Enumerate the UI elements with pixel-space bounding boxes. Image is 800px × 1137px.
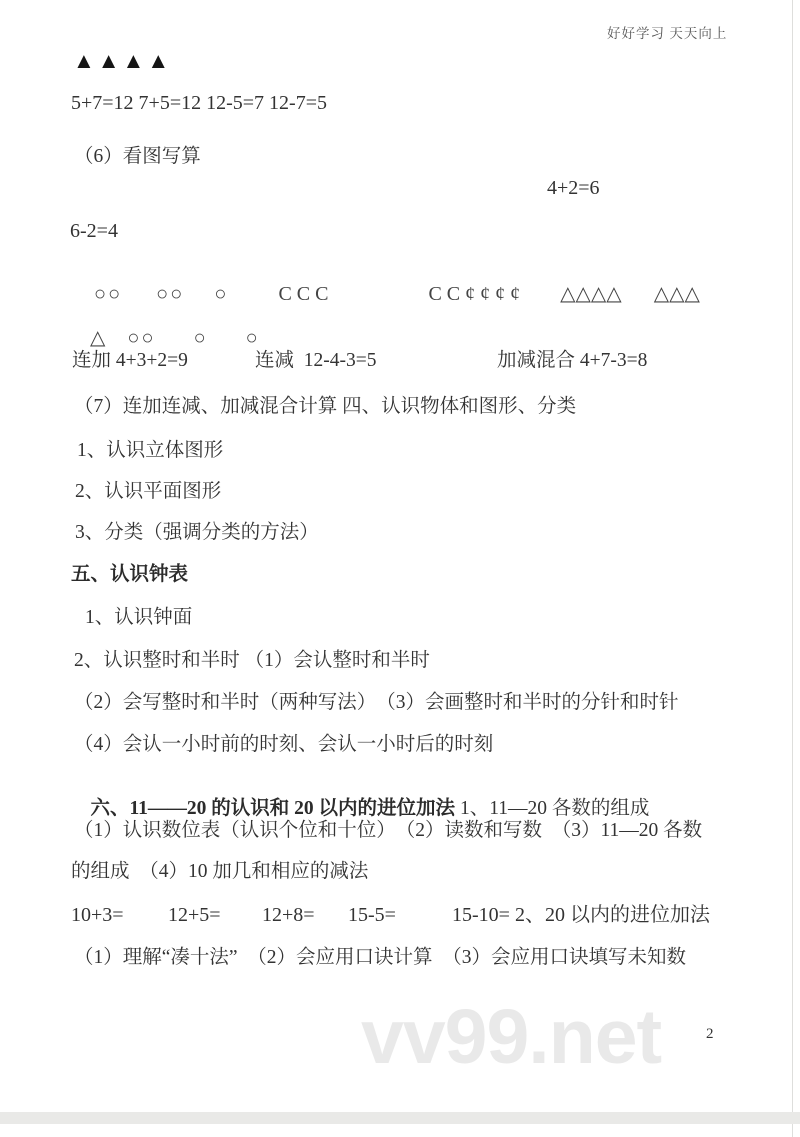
decorative-triangles: ▲▲▲▲ xyxy=(73,48,173,73)
practice-4: 15-5= xyxy=(348,904,396,926)
cent-sign-group: C C ¢ ¢ ¢ ¢ xyxy=(428,283,521,305)
practice-5: 15-10= 2、20 以内的进位加法 xyxy=(452,904,710,926)
circle-single: ○ xyxy=(214,283,227,305)
circle-group-2: ○○ xyxy=(156,283,185,305)
list-item-1: 1、认识立体图形 xyxy=(77,440,224,461)
section6-line-2: 的组成 （4）10 加几和相应的减法 xyxy=(71,861,369,882)
letter-c-group: C C C xyxy=(278,283,329,305)
item7-heading: （7）连加连减、加减混合计算 四、认识物体和图形、分类 xyxy=(74,396,577,417)
answer-right: 4+2=6 xyxy=(547,177,600,199)
item6-heading: （6）看图写算 xyxy=(74,146,201,167)
list-item-2: 2、认识平面图形 xyxy=(75,481,222,502)
section5-title: 五、认识钟表 xyxy=(71,564,189,585)
calc-line: 5+7=12 7+5=12 12-5=7 12-7=5 xyxy=(71,92,327,114)
lianjian-calc: 连减 12-4-3=5 xyxy=(255,350,377,371)
section5-item-2: 2、认识整时和半时 （1）会认整时和半时 xyxy=(74,650,430,671)
section6-line-4: （1）理解“凑十法” （2）会应用口诀计算 （3）会应用口诀填写未知数 xyxy=(74,947,687,968)
lianjia-calc: 连加 4+3+2=9 xyxy=(72,350,188,371)
section5-item-2c: （4）会认一小时前的时刻、会认一小时后的时刻 xyxy=(74,734,494,755)
header-motto: 好好学习 天天向上 xyxy=(607,26,728,41)
section6-line-1: （1）认识数位表（认识个位和十位） （2）读数和写数 （3）11—20 各数 xyxy=(74,820,703,841)
practice-1: 10+3= xyxy=(71,904,124,926)
circle-group-1: ○○ xyxy=(94,283,123,305)
section5-item-2b: （2）会写整时和半时（两种写法） （3）会画整时和半时的分针和时针 xyxy=(74,692,679,713)
section6-title: 六、11——20 的认识和 20 以内的进位加法 xyxy=(90,798,456,820)
page-number: 2 xyxy=(706,1026,714,1042)
jiajian-calc: 加减混合 4+7-3=8 xyxy=(497,350,648,371)
section6-inline-item: 1、11—20 各数的组成 xyxy=(455,798,650,820)
practice-2: 12+5= xyxy=(168,904,221,926)
page-gap-band xyxy=(0,1112,800,1124)
triangle-single: △ xyxy=(90,327,106,349)
circle-single-2: ○ xyxy=(193,327,206,349)
circle-single-3: ○ xyxy=(245,327,258,349)
answer-left: 6-2=4 xyxy=(70,220,118,242)
list-item-3: 3、分类（强调分类的方法） xyxy=(75,522,319,543)
section5-item-1: 1、认识钟面 xyxy=(85,607,193,628)
circle-pair: ○○ xyxy=(127,327,156,349)
practice-3: 12+8= xyxy=(262,904,315,926)
watermark: vv99.net xyxy=(361,994,662,1080)
page-edge-line xyxy=(792,0,793,1137)
triangle-group-3: △△△ xyxy=(653,283,700,305)
triangle-group-4: △△△△ xyxy=(560,283,622,305)
